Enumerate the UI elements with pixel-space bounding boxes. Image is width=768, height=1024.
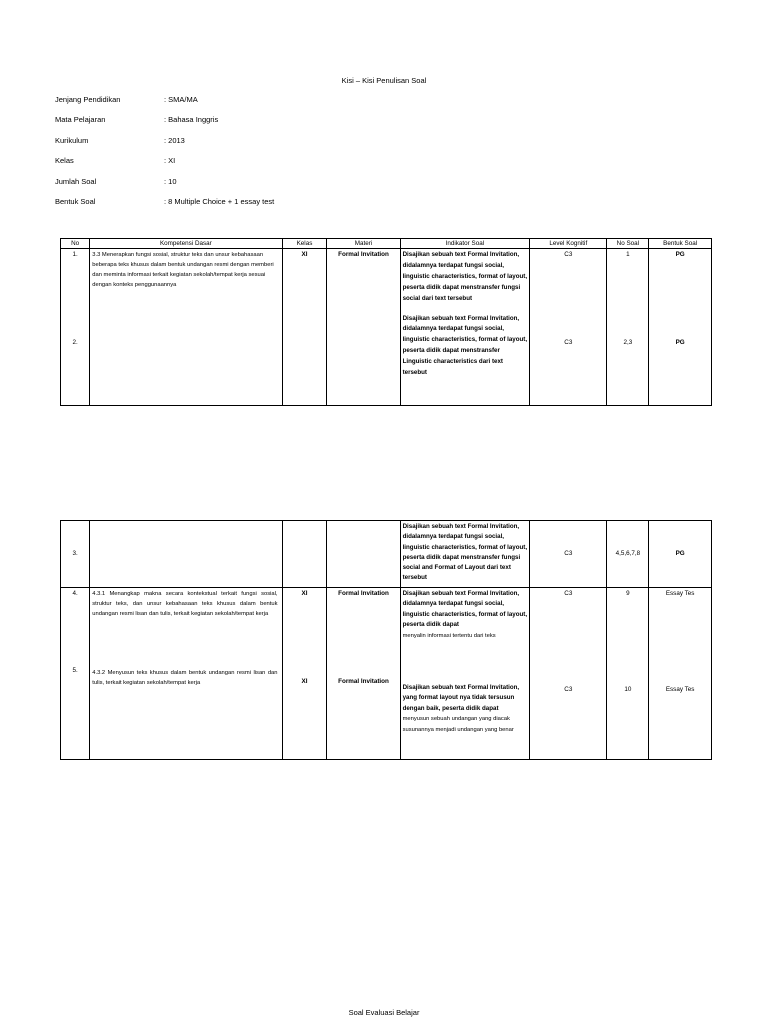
- cell-indikator: Disajikan sebuah text Formal Invitation, didalamnya terdapat fungsi social, linguistic characteristics, format of layout, peserta didik dapat menstransfer fungsi social and Format of Layout dari text tersebut: [400, 521, 530, 588]
- row-number: 1.: [72, 251, 78, 258]
- table-row: [61, 588, 712, 760]
- cell-bentuk-soal: [649, 249, 712, 406]
- page-title: Kisi – Kisi Penulisan Soal: [341, 76, 427, 85]
- level-value: C3: [564, 686, 573, 693]
- kelas-value: XI: [301, 678, 308, 685]
- info-label: Kelas: [55, 156, 74, 165]
- info-value: : Bahasa Inggris: [164, 115, 219, 124]
- cell-level: [530, 249, 607, 406]
- cell-kompetensi-dasar: 3.3 Menerapkan fungsi sosial, struktur teks dan unsur kebahasaan beberapa teks khusus dalam bentuk undangan resmi dengan memberi dan meminta informasi terkait kegiatan sekolah/tempat kerja sesuai dengan konteks penggunaannya: [90, 249, 282, 406]
- footer-text: Soal Evaluasi Belajar: [348, 1008, 420, 1017]
- level-value: C3: [564, 339, 573, 346]
- column-header: Indikator Soal: [400, 239, 530, 249]
- cell-bentuk-soal: PG: [649, 521, 712, 588]
- info-label: Kurikulum: [55, 136, 89, 145]
- bentuk-soal-value: Essay Tes: [665, 686, 695, 693]
- cell-level: [530, 588, 607, 760]
- cell-materi: Formal Invitation: [327, 249, 400, 406]
- indikator-text: Disajikan sebuah text Formal Invitation, didalamnya terdapat fungsi social, linguistic characteristics, format of layout, peserta didik dapat: [402, 590, 528, 629]
- info-label: Jenjang Pendidikan: [55, 95, 121, 104]
- column-header: Materi: [327, 239, 400, 249]
- column-header: No: [61, 239, 90, 249]
- column-header: Bentuk Soal: [649, 239, 712, 249]
- cell-indikator: [400, 588, 530, 760]
- info-value: : SMA/MA: [164, 95, 198, 104]
- cell-kelas: XI: [282, 249, 327, 406]
- table-row: [61, 249, 712, 406]
- column-header: Kelas: [282, 239, 327, 249]
- indikator-text: Disajikan sebuah text Formal Invitation, didalamnya terdapat fungsi social, linguistic characteristics, format of layout, peserta didik dapat menstransfer Linguistic characteristics dari text tersebut: [402, 314, 528, 377]
- cell-indikator: [400, 249, 530, 406]
- table-header-row: [61, 239, 712, 249]
- table-row: [61, 521, 712, 588]
- cell-no: [61, 249, 90, 406]
- bentuk-soal-value: PG: [675, 339, 685, 346]
- no-soal-value: 9: [626, 590, 630, 597]
- cell-no-soal: 4,5,6,7,8: [607, 521, 649, 588]
- row-number: 5.: [72, 667, 78, 674]
- info-value: : 8 Multiple Choice + 1 essay test: [164, 197, 275, 206]
- no-soal-value: 2,3: [623, 339, 633, 346]
- column-header: Kompetensi Dasar: [90, 239, 282, 249]
- level-value: C3: [564, 251, 573, 258]
- info-value: : 10: [164, 177, 177, 186]
- materi-value: Formal Invitation: [338, 678, 389, 685]
- cell-no: [61, 588, 90, 760]
- cell-no-soal: [607, 588, 649, 760]
- bentuk-soal-value: PG: [675, 251, 685, 258]
- cell-level: C3: [530, 521, 607, 588]
- grid-table-1: [60, 238, 712, 406]
- info-label: Bentuk Soal: [55, 197, 96, 206]
- indikator-text: Disajikan sebuah text Formal Invitation, yang format layout nya tidak tersusun dengan baik, peserta didik dapat: [402, 684, 520, 712]
- info-value: : XI: [164, 156, 176, 165]
- cell-kompetensi-dasar: [90, 521, 282, 588]
- info-value: : 2013: [164, 136, 185, 145]
- column-header: No Soal: [607, 239, 649, 249]
- indikator-text: menyalin informasi tertentu dari teks: [402, 632, 496, 639]
- cell-kompetensi-dasar: [90, 588, 282, 760]
- column-header: Level Kognitif: [530, 239, 607, 249]
- indikator-text: Disajikan sebuah text Formal Invitation, didalamnya terdapat fungsi social, linguistic characteristics, format of layout, peserta didik dapat menstransfer fungsi social dari text tersebut: [402, 251, 528, 302]
- row-number: 4.: [72, 590, 78, 597]
- cell-no-soal: [607, 249, 649, 406]
- no-soal-value: 1: [626, 251, 630, 258]
- kd-text: 4.3.2 Menyusun teks khusus dalam bentuk undangan resmi lisan dan tulis, terkait kegiatan sekolah/tempat kerja: [92, 670, 278, 686]
- info-label: Jumlah Soal: [55, 177, 97, 186]
- cell-no: 3.: [61, 521, 90, 588]
- info-label: Mata Pelajaran: [55, 115, 106, 124]
- bentuk-soal-value: Essay Tes: [665, 590, 695, 597]
- cell-kelas: [282, 588, 327, 760]
- no-soal-value: 10: [624, 686, 632, 693]
- grid-table-2: [60, 520, 712, 760]
- indikator-text: menyusun sebuah undangan yang diacak susunannya menjadi undangan yang benar: [402, 716, 514, 733]
- kd-text: 4.3.1 Menangkap makna secara kontekstual terkait fungsi sosial, struktur teks, dan unsur kebahasaan teks khusus dalam bentuk undangan resmi lisan dan tulis, terkait kegiatan sekolah/tempat kerja: [92, 591, 278, 617]
- kelas-value: XI: [301, 590, 308, 597]
- cell-materi: [327, 588, 400, 760]
- materi-value: Formal Invitation: [338, 590, 389, 597]
- level-value: C3: [564, 590, 573, 597]
- cell-bentuk-soal: [649, 588, 712, 760]
- cell-kelas: [282, 521, 327, 588]
- cell-materi: [327, 521, 400, 588]
- row-number: 2.: [72, 339, 78, 346]
